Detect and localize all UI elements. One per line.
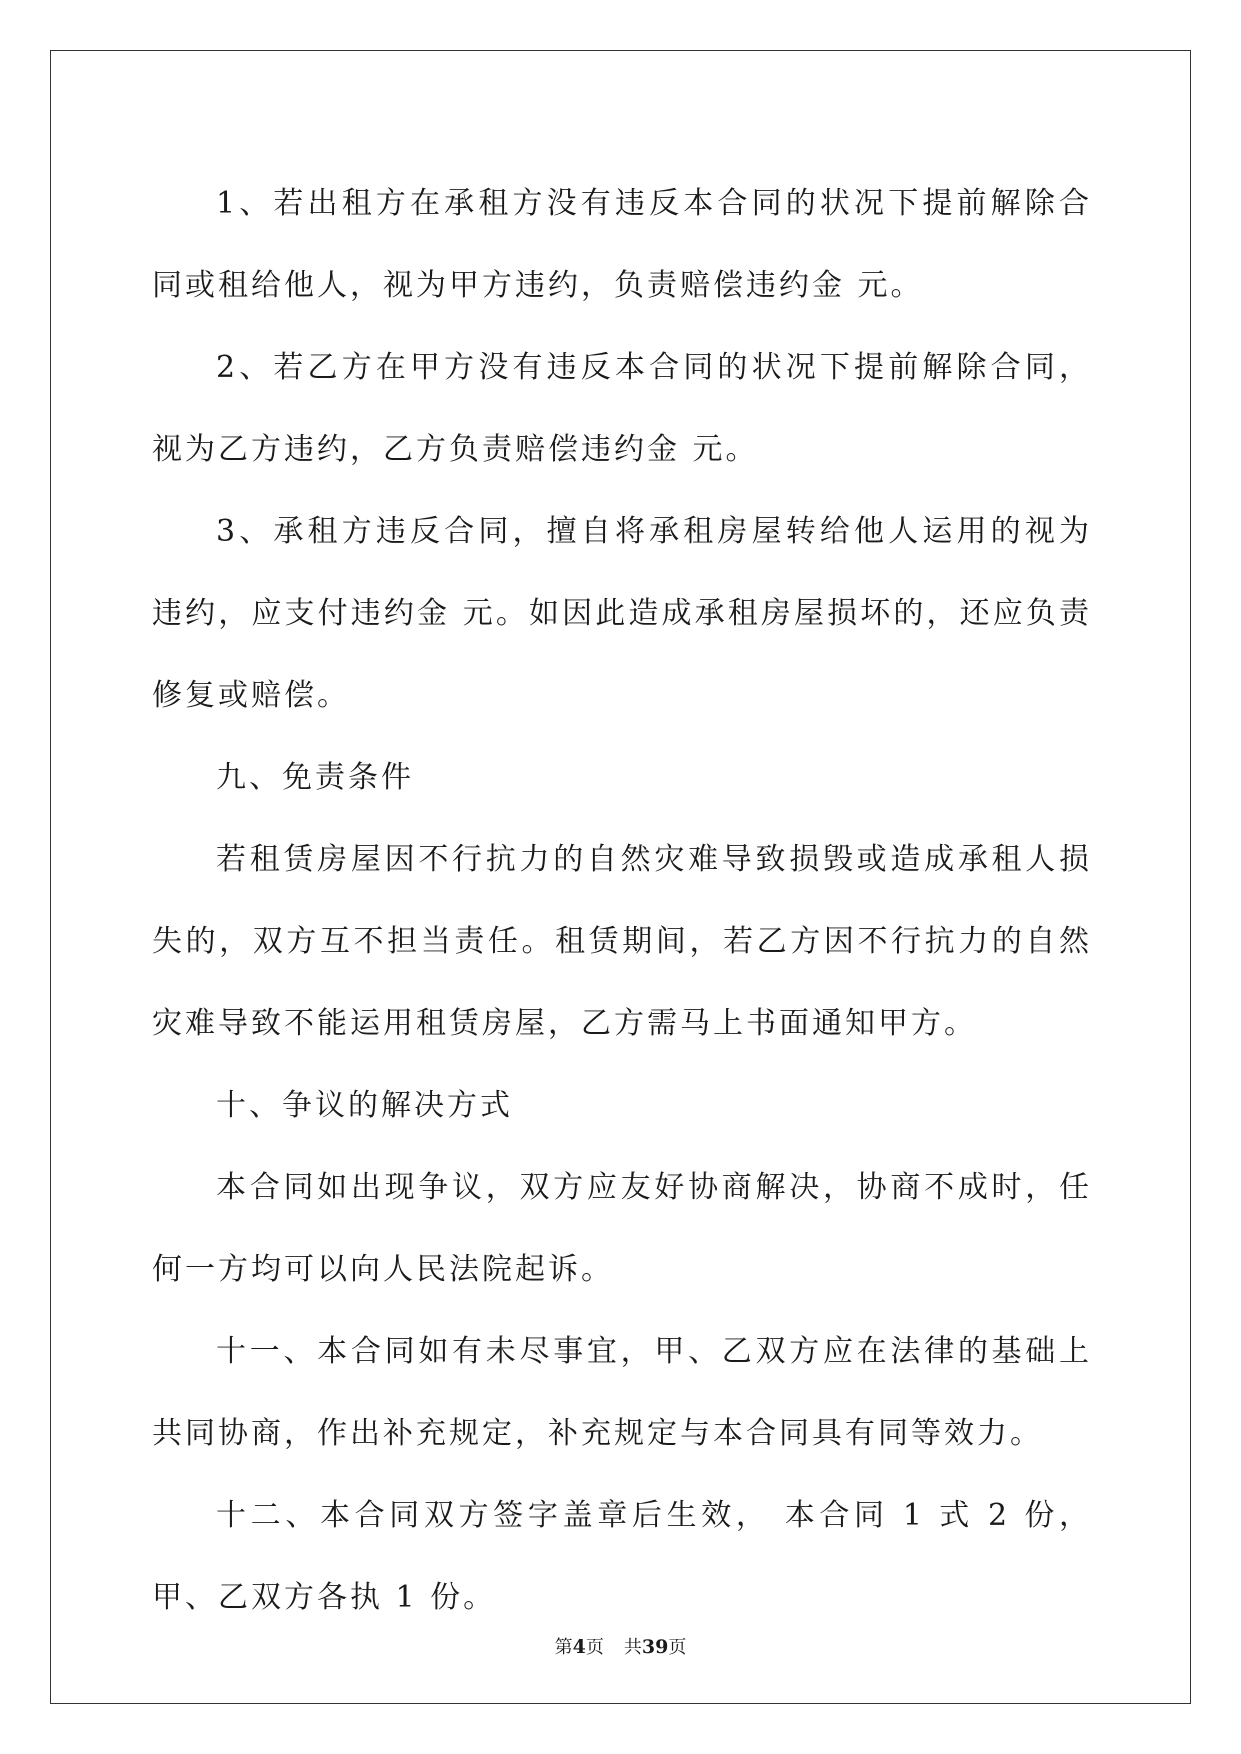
footer-total-prefix: 共 [623, 1637, 642, 1658]
footer-page-suffix: 页 [585, 1637, 604, 1658]
dispute-text: 本合同如出现争议，双方应友好协商解决，协商不成时，任何一方均可以向人民法院起诉。 [152, 1170, 1092, 1287]
section-heading-dispute: 十、争议的解决方式 [216, 1088, 513, 1123]
clause-2-early-termination-tenant: 2、若乙方在甲方没有违反本合同的状况下提前解除合同，视为乙方违约，乙方负责赔偿违约金 元。 [152, 350, 1092, 467]
exemption-text: 若租赁房屋因不行抗力的自然灾难导致损毁或造成承租人损失的，双方互不担当责任。租赁期间，若乙方因不行抗力的自然灾难导致不能运用租赁房屋，乙方需马上书面通知甲方。 [152, 842, 1092, 1041]
clause-3-sublease-violation: 3、承租方违反合同，擅自将承租房屋转给他人运用的视为违约，应支付违约金 元。如因此造成承租房屋损坏的，还应负责修复或赔偿。 [152, 514, 1092, 713]
clause-twelve: 十二、本合同双方签字盖章后生效， 本合同 1 式 2 份，甲、乙双方各执 1 份。 [152, 1498, 1092, 1615]
clause-1-early-termination-landlord: 1、若出租方在承租方没有违反本合同的状况下提前解除合同或租给他人，视为甲方违约，负责赔偿违约金 元。 [152, 186, 1092, 303]
document-body [152, 163, 1092, 1639]
footer-total-suffix: 页 [668, 1637, 687, 1658]
current-page-number: 4 [572, 1636, 586, 1658]
clause-eleven: 十一、本合同如有未尽事宜，甲、乙双方应在法律的基础上共同协商，作出补充规定，补充规定与本合同具有同等效力。 [152, 1334, 1092, 1451]
section-heading-exemption: 九、免责条件 [216, 760, 414, 795]
page-footer [0, 1633, 1241, 1659]
footer-prefix: 第 [554, 1637, 573, 1658]
total-page-number: 39 [641, 1636, 669, 1658]
